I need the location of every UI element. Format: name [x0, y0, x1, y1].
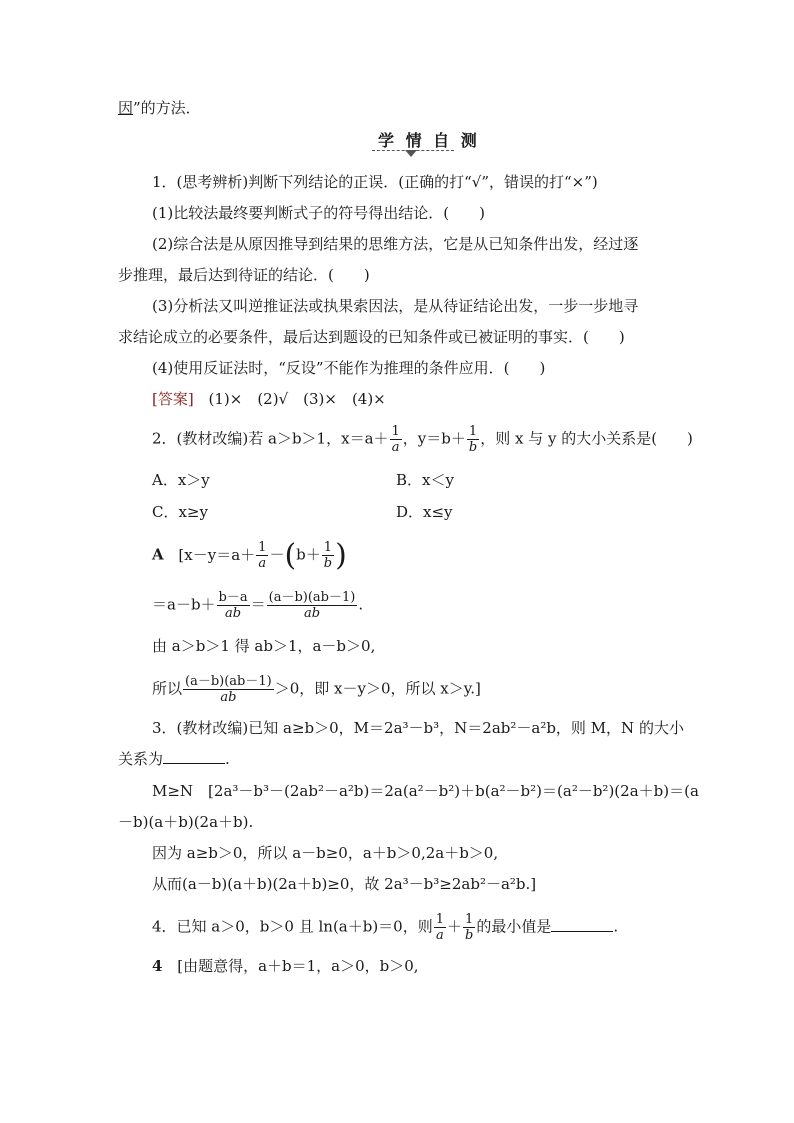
q4-fraction-2-den: b [465, 928, 474, 943]
q3-solution-3: 因为 a≥b＞0，所以 a－b≥0，a＋b＞0,2a＋b＞0, [152, 844, 499, 862]
q4-solution-number: 4 [152, 957, 163, 975]
q1-statement-2b: 步推理，最后达到待证的结论．( ) [118, 266, 370, 284]
q2-sol2-fraction-1-num: b－a [218, 590, 248, 605]
intro-text: ”的方法． [133, 99, 201, 117]
q2-stem-b: ，y＝b＋ [402, 429, 466, 448]
q4-stem [152, 912, 618, 943]
q2-solution-1b: － [269, 545, 285, 564]
q2-sol-fraction-2-num: 1 [322, 540, 334, 556]
q2-sol2-fraction-1-den: ab [225, 606, 242, 621]
q4-fraction-2-num: 1 [463, 912, 475, 928]
q2-solution-2a: ＝a－b＋ [152, 595, 216, 614]
intro-char: 因 [118, 99, 134, 117]
q2-solution-line-2 [152, 590, 363, 621]
q2-sol4-fraction-num: (a－b)(ab－1) [185, 674, 272, 689]
q2-sol4-fraction [183, 674, 274, 705]
q4-plus: ＋ [447, 917, 463, 936]
q2-solution-2c: . [358, 595, 364, 614]
q1-statement-3a: (3)分析法又叫逆推证法或执果索因法，是从待证结论出发，一步一步地寻 [152, 297, 639, 315]
q1-statement-4: (4)使用反证法时，“反设”不能作为推理的条件应用．( ) [152, 359, 546, 377]
section-title: 学 情 自 测 [378, 131, 480, 150]
q4-stem-b: 的最小值是 [476, 917, 552, 936]
q4-fraction-1 [434, 912, 446, 943]
q3-solution-2: －b)(a＋b)(2a＋b). [118, 813, 254, 831]
q1-statement-1: (1)比较法最终要判断式子的符号得出结论．( ) [152, 204, 485, 222]
section-title-arrow-icon [405, 150, 417, 157]
q3-stem-b: 关系为 [118, 750, 164, 768]
q2-sol-fraction-1-den: a [258, 556, 267, 571]
q1-answer [152, 389, 386, 409]
q2-sol-fraction-1 [256, 540, 268, 571]
q3-answer-blank[interactable] [163, 749, 225, 764]
q3-stem-c: . [225, 750, 230, 768]
q2-option-d: D．x≤y [396, 503, 453, 521]
q4-solution [152, 956, 419, 976]
q2-sol2-fraction-2-num: (a－b)(ab－1) [268, 590, 356, 605]
q3-stem-b-line [118, 749, 230, 769]
q1-statement-3b: 求结论成立的必要条件，最后达到题设的已知条件或已被证明的事实．( ) [118, 328, 625, 346]
q2-solution-4a: 所以 [152, 679, 183, 698]
q4-fraction-1-num: 1 [435, 912, 445, 927]
q2-solution-2b: ＝ [250, 595, 266, 614]
right-paren: ) [335, 537, 347, 573]
q2-sol-fraction-2-den: b [323, 556, 333, 571]
q2-solution-letter: A [152, 545, 164, 564]
q2-stem-a: 2．(教材改编)若 a＞b＞1，x＝a＋ [152, 429, 389, 448]
q2-solution-4b: ＞0，即 x－y＞0，所以 x＞y.] [274, 679, 481, 698]
q4-stem-c: . [613, 917, 619, 936]
q4-fraction-2 [463, 912, 475, 943]
q1-statement-2a: (2)综合法是从原因推导到结果的思维方法，它是从已知条件出发，经过逐 [152, 235, 639, 253]
q2-fraction-1-num: 1 [391, 424, 400, 439]
q2-sol2-fraction-2-den: ab [303, 606, 321, 621]
q2-sol-fraction-1-num: 1 [258, 540, 267, 555]
q2-option-b: B．x＜y [396, 471, 454, 489]
q2-solution-line-4 [152, 674, 481, 705]
q2-fraction-2-den: b [468, 440, 478, 455]
q2-solution-line-3: 由 a＞b＞1 得 ab＞1，a－b＞0, [152, 637, 376, 655]
q2-fraction-2 [467, 424, 479, 455]
q2-stem-c: ，则 x 与 y 的大小关系是( ) [480, 429, 693, 448]
q2-fraction-2-num: 1 [467, 424, 479, 440]
q4-fraction-1-den: a [435, 928, 444, 943]
intro-line [118, 98, 201, 118]
q3-stem-a: 3．(教材改编)已知 a≥b＞0，M＝2a³－b³，N＝2ab²－a²b，则 M，N 的大小 [152, 719, 684, 737]
answer-tag: [答案] [152, 390, 194, 408]
q2-sol-fraction-2 [322, 540, 334, 571]
q2-sol2-fraction-1 [217, 590, 250, 621]
q2-fraction-1-den: a [391, 440, 400, 455]
q4-stem-a: 4．已知 a＞0，b＞0 且 ln(a＋b)＝0，则 [152, 917, 433, 936]
q1-stem: 1．(思考辨析)判断下列结论的正误．(正确的打“√”，错误的打“×”) [152, 173, 598, 191]
q4-solution-text: [由题意得，a＋b＝1，a＞0，b＞0, [177, 957, 419, 975]
q2-option-a: A．x＞y [152, 471, 210, 489]
q2-stem [152, 424, 693, 455]
q2-option-c: C．x≥y [152, 503, 208, 521]
q1-answer-text: (1)× (2)√ (3)× (4)× [208, 390, 386, 408]
q4-answer-blank[interactable] [551, 917, 613, 932]
left-paren: ( [284, 537, 297, 573]
q2-sol4-fraction-den: ab [220, 690, 237, 705]
q2-solution-1a: [x－y＝a＋ [178, 545, 256, 564]
q2-sol2-fraction-2 [267, 590, 358, 621]
q3-solution-4: 从而(a－b)(a＋b)(2a＋b)≥0，故 2a³－b³≥2ab²－a²b.] [152, 875, 537, 893]
q3-solution-1: M≥N [2a³－b³－(2ab²－a²b)＝2a(a²－b²)＋b(a²－b²)＝(a²－b²)(2a＋b)＝(a [152, 782, 699, 800]
q2-solution-line-1 [152, 537, 347, 573]
q2-solution-1c: b＋ [296, 545, 321, 564]
q2-fraction-1 [390, 424, 402, 455]
